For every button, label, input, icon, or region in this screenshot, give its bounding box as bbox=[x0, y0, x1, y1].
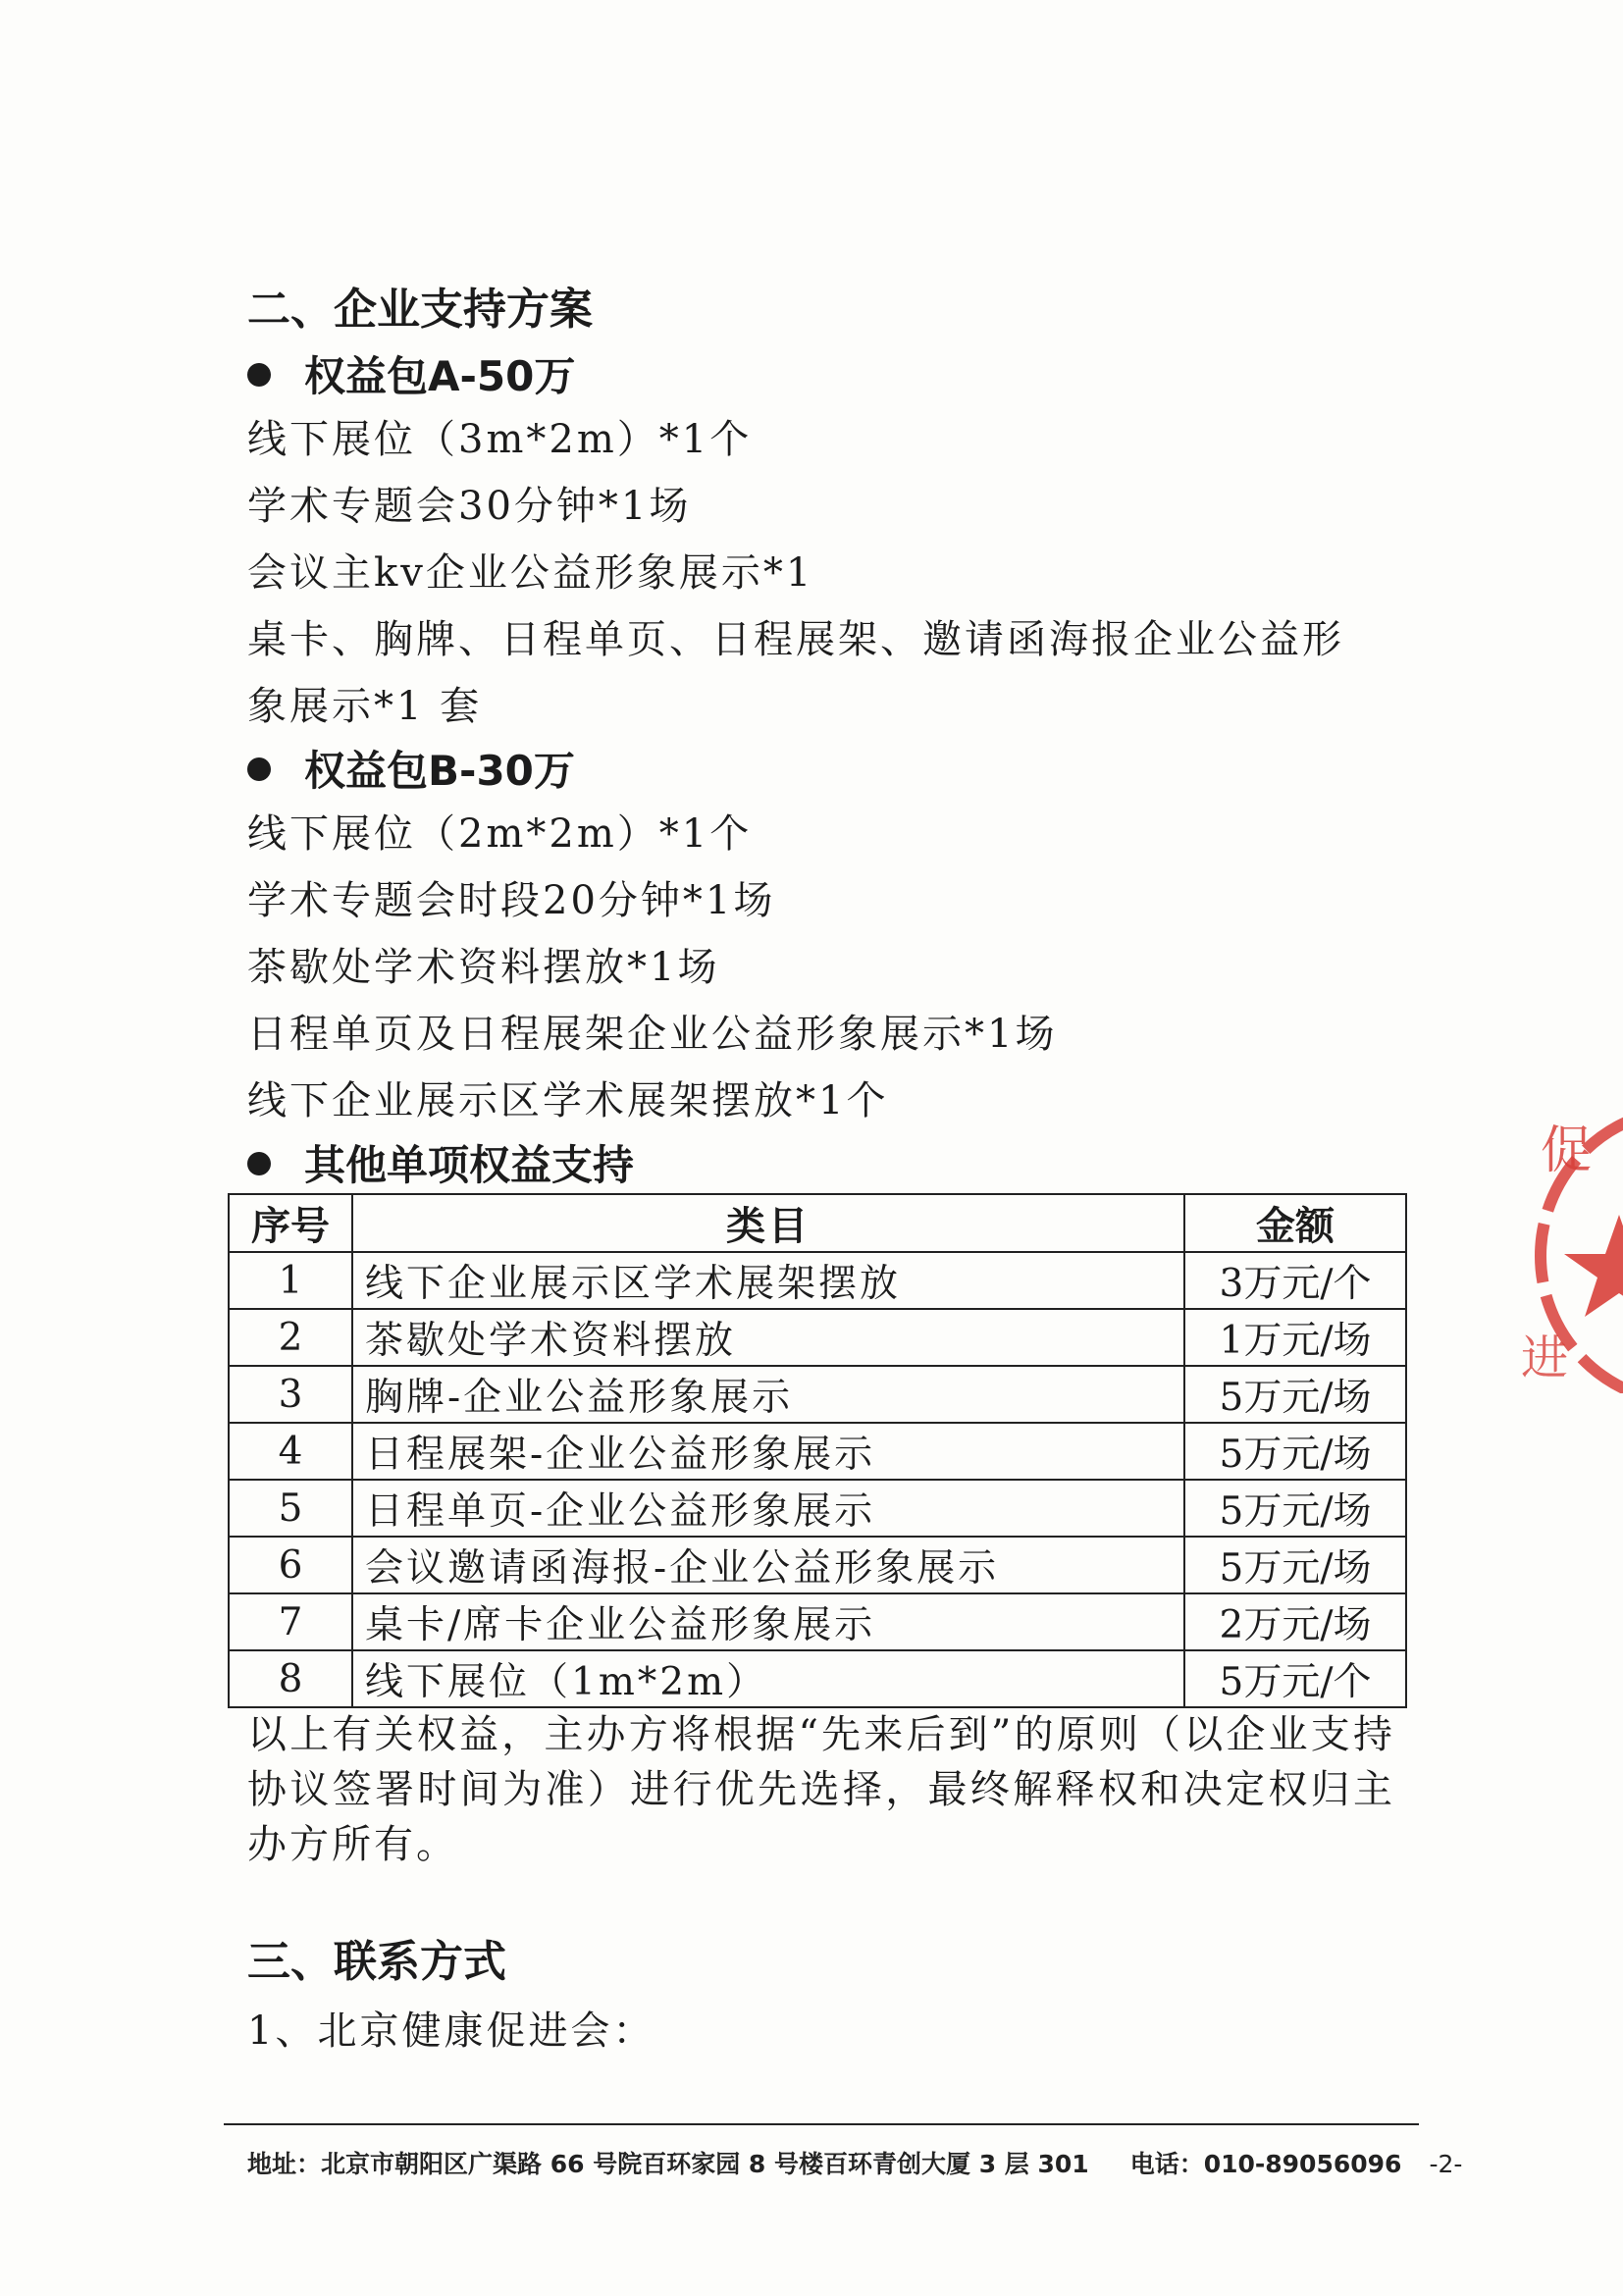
section3-title: 三、联系方式 bbox=[247, 1937, 506, 1987]
row-amount: 5万元/场 bbox=[1184, 1423, 1406, 1480]
row-amount: 5万元/场 bbox=[1184, 1480, 1406, 1537]
package-a-line: 会议主kv企业公益形象展示*1 bbox=[247, 550, 814, 596]
row-item: 茶歇处学术资料摆放 bbox=[352, 1309, 1184, 1366]
bullet-dot-icon bbox=[247, 757, 271, 781]
footer bbox=[247, 2145, 1462, 2180]
header-amount: 金额 bbox=[1184, 1194, 1406, 1252]
rights-note: 以上有关权益，主办方将根据“先来后到”的原则（以企业支持协议签署时间为准）进行优先选择，最终解释权和决定权归主办方所有。 bbox=[247, 1712, 1395, 1867]
svg-text:进: 进 bbox=[1521, 1331, 1569, 1385]
header-category: 类目 bbox=[352, 1194, 1184, 1252]
row-no: 8 bbox=[229, 1650, 352, 1707]
footer-address: 地址：北京市朝阳区广渠路 66 号院百环家园 8 号楼百环青创大厦 3 层 301 bbox=[247, 2150, 1089, 2178]
row-item: 线下展位（1m*2m） bbox=[352, 1650, 1184, 1707]
contact-item-1: 1、北京健康促进会： bbox=[247, 2009, 655, 2054]
row-no: 3 bbox=[229, 1366, 352, 1423]
package-a-line: 学术专题会30分钟*1场 bbox=[247, 484, 692, 529]
row-amount: 5万元/场 bbox=[1184, 1366, 1406, 1423]
official-seal-icon bbox=[1511, 1079, 1623, 1393]
package-b-line: 学术专题会时段20分钟*1场 bbox=[247, 878, 776, 923]
package-a-line: 线下展位（3m*2m）*1个 bbox=[247, 417, 753, 462]
package-b-line: 线下企业展示区学术展架摆放*1个 bbox=[247, 1078, 889, 1123]
package-a-line: 桌卡、胸牌、日程单页、日程展架、邀请函海报企业公益形 bbox=[247, 617, 1344, 662]
package-b-heading bbox=[247, 742, 575, 801]
package-a-line: 象展示*1 套 bbox=[247, 684, 483, 729]
package-a-title: 权益包A-50万 bbox=[304, 352, 576, 400]
table-row bbox=[229, 1252, 1406, 1309]
package-b-line: 茶歇处学术资料摆放*1场 bbox=[247, 945, 720, 990]
package-b-title: 权益包B-30万 bbox=[304, 747, 575, 795]
row-amount: 3万元/个 bbox=[1184, 1252, 1406, 1309]
row-item: 日程单页-企业公益形象展示 bbox=[352, 1480, 1184, 1537]
row-item: 胸牌-企业公益形象展示 bbox=[352, 1366, 1184, 1423]
row-amount: 5万元/场 bbox=[1184, 1537, 1406, 1593]
other-heading bbox=[247, 1136, 634, 1195]
other-title: 其他单项权益支持 bbox=[304, 1141, 635, 1189]
row-no: 5 bbox=[229, 1480, 352, 1537]
section2-title: 二、企业支持方案 bbox=[247, 285, 593, 335]
table-row bbox=[229, 1650, 1406, 1707]
row-item: 桌卡/席卡企业公益形象展示 bbox=[352, 1593, 1184, 1650]
table-header-row bbox=[229, 1194, 1406, 1252]
row-amount: 5万元/个 bbox=[1184, 1650, 1406, 1707]
bullet-dot-icon bbox=[247, 363, 271, 387]
table-row bbox=[229, 1593, 1406, 1650]
footer-phone: 电话：010-89056096 bbox=[1129, 2150, 1402, 2178]
row-amount: 1万元/场 bbox=[1184, 1309, 1406, 1366]
row-item: 会议邀请函海报-企业公益形象展示 bbox=[352, 1537, 1184, 1593]
row-amount: 2万元/场 bbox=[1184, 1593, 1406, 1650]
row-item: 日程展架-企业公益形象展示 bbox=[352, 1423, 1184, 1480]
header-no: 序号 bbox=[229, 1194, 352, 1252]
package-a-heading bbox=[247, 347, 575, 406]
table-row bbox=[229, 1480, 1406, 1537]
table-row bbox=[229, 1423, 1406, 1480]
svg-text:促: 促 bbox=[1541, 1122, 1593, 1180]
row-no: 2 bbox=[229, 1309, 352, 1366]
bullet-dot-icon bbox=[247, 1152, 271, 1175]
page-number: -2- bbox=[1429, 2150, 1463, 2178]
row-no: 6 bbox=[229, 1537, 352, 1593]
package-b-line: 日程单页及日程展架企业公益形象展示*1场 bbox=[247, 1012, 1058, 1057]
footer-divider bbox=[224, 2123, 1419, 2125]
row-no: 1 bbox=[229, 1252, 352, 1309]
table-row bbox=[229, 1366, 1406, 1423]
table-row bbox=[229, 1537, 1406, 1593]
row-no: 7 bbox=[229, 1593, 352, 1650]
package-b-line: 线下展位（2m*2m）*1个 bbox=[247, 811, 753, 857]
other-benefits-table bbox=[228, 1193, 1407, 1708]
table-row bbox=[229, 1309, 1406, 1366]
row-item: 线下企业展示区学术展架摆放 bbox=[352, 1252, 1184, 1309]
row-no: 4 bbox=[229, 1423, 352, 1480]
